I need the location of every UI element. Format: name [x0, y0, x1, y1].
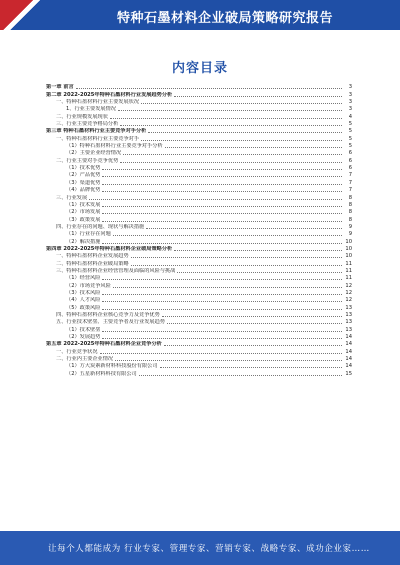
- toc-leader-dots: [177, 272, 342, 273]
- toc-leader-dots: [146, 228, 342, 229]
- toc-entry-title: 三、特种石墨材料企业经营管理及面临的风险与挑战: [56, 267, 176, 274]
- toc-entry-page: 11: [345, 275, 352, 282]
- toc-entry[interactable]: [46, 289, 352, 296]
- toc-leader-dots: [120, 125, 342, 126]
- toc-entry-page: 3: [348, 106, 352, 113]
- toc-entry[interactable]: [46, 193, 352, 200]
- toc-leader-dots: [102, 213, 342, 214]
- toc-entry[interactable]: [46, 105, 352, 112]
- toc-entry-page: 3: [348, 99, 352, 106]
- toc-leader-dots: [113, 287, 342, 288]
- toc-entry-title: 三、行业主要竞争格局分析: [56, 121, 119, 128]
- toc-entry-page: 14: [345, 348, 352, 355]
- toc-entry[interactable]: [46, 215, 352, 222]
- toc-entry[interactable]: [46, 318, 352, 325]
- toc-entry[interactable]: [46, 252, 352, 259]
- toc-entry-title: （4）人才风险: [66, 297, 101, 304]
- toc-entry[interactable]: [46, 237, 352, 244]
- footer-slogan: 让每个人都能成为 行业专家、管理专家、营销专家、战略专家、成功企业家……: [48, 544, 370, 554]
- toc-entry[interactable]: [46, 142, 352, 149]
- toc-entry-title: （3）技术风险: [66, 289, 101, 296]
- toc-entry[interactable]: [46, 355, 352, 362]
- toc-entry-page: 10: [345, 245, 352, 252]
- toc-entry-title: （1）特种石墨材料行业主要竞争对手分析: [66, 143, 163, 150]
- toc-entry[interactable]: [46, 245, 352, 252]
- toc-entry[interactable]: [46, 223, 352, 230]
- table-of-contents: [46, 83, 352, 377]
- toc-entry-title: （1）方大炭素新材料科技股份有限公司: [66, 363, 158, 370]
- toc-leader-dots: [102, 176, 342, 177]
- toc-entry-title: 三、行业发展: [56, 194, 88, 201]
- toc-entry-page: 5: [348, 128, 352, 135]
- toc-entry-page: 11: [345, 260, 352, 267]
- toc-entry-page: 10: [345, 238, 352, 245]
- toc-entry-title: 四、行业存在的问题、现状与解决措施: [56, 223, 145, 230]
- toc-entry-page: 6: [348, 165, 352, 172]
- toc-entry-page: 9: [348, 231, 352, 238]
- toc-entry[interactable]: [46, 83, 352, 90]
- toc-entry-title: （1）技术壁垒: [66, 326, 101, 333]
- toc-entry-title: 二、行业主要对手竞争优势: [56, 157, 119, 164]
- toc-leader-dots: [102, 279, 342, 280]
- toc-entry-title: 第四章 2022-2025年特种石墨材料企业破局策略分析: [46, 245, 173, 252]
- toc-entry-page: 13: [345, 326, 352, 333]
- toc-leader-dots: [102, 301, 342, 302]
- toc-entry-page: 7: [348, 179, 352, 186]
- toc-entry-title: （1）技术优势: [66, 165, 101, 172]
- toc-leader-dots: [100, 353, 342, 354]
- toc-entry-title: （3）政策发展: [66, 216, 101, 223]
- toc-entry-title: （1）行业存在问题: [66, 231, 111, 238]
- report-title: 特种石墨材料企业破局策略研究报告: [116, 11, 333, 26]
- toc-entry-title: （2）发展趋势: [66, 334, 101, 341]
- toc-entry-title: 二、特种石墨材料企业破局策略: [56, 260, 129, 267]
- toc-leader-dots: [148, 132, 342, 133]
- toc-leader-dots: [131, 257, 342, 258]
- toc-leader-dots: [102, 309, 342, 310]
- toc-entry-page: 14: [345, 341, 352, 348]
- toc-entry-title: 第三章 特种石墨材料行业主要竞争对手分析: [46, 128, 147, 135]
- toc-entry-page: 4: [348, 113, 352, 120]
- toc-entry[interactable]: [46, 267, 352, 274]
- toc-entry-page: 8: [348, 194, 352, 201]
- toc-entry-page: 8: [348, 216, 352, 223]
- toc-entry[interactable]: [46, 171, 352, 178]
- toc-entry[interactable]: [46, 120, 352, 127]
- toc-entry-title: （2）解决措施: [66, 238, 101, 245]
- toc-entry-page: 10: [345, 253, 352, 260]
- toc-leader-dots: [174, 96, 342, 97]
- toc-leader-dots: [76, 88, 342, 89]
- toc-entry-title: （4）品牌优势: [66, 187, 101, 194]
- toc-leader-dots: [102, 331, 342, 332]
- toc-leader-dots: [102, 169, 342, 170]
- toc-entry-page: 11: [345, 267, 352, 274]
- toc-leader-dots: [115, 360, 342, 361]
- toc-entry[interactable]: [46, 259, 352, 266]
- toc-leader-dots: [162, 316, 342, 317]
- toc-entry-page: 13: [345, 304, 352, 311]
- toc-entry[interactable]: [46, 149, 352, 156]
- toc-entry-title: （2）市场发展: [66, 209, 101, 216]
- toc-entry[interactable]: [46, 208, 352, 215]
- toc-entry[interactable]: [46, 362, 352, 369]
- toc-leader-dots: [102, 243, 342, 244]
- toc-entry-title: （2）市场竞争风险: [66, 282, 111, 289]
- toc-entry-title: 二、行业规模发展现状: [56, 113, 108, 120]
- toc-entry-page: 8: [348, 201, 352, 208]
- toc-entry-page: 5: [348, 143, 352, 150]
- toc-entry-page: 8: [348, 209, 352, 216]
- toc-heading: 内容目录: [171, 61, 228, 76]
- toc-entry-page: 6: [348, 157, 352, 164]
- toc-leader-dots: [174, 250, 342, 251]
- toc-entry-title: 第五章 2022-2025年特种石墨材料企业竞争分析: [46, 341, 162, 348]
- toc-leader-dots: [110, 118, 342, 119]
- toc-leader-dots: [123, 154, 342, 155]
- toc-leader-dots: [89, 199, 342, 200]
- toc-entry-title: 一、特种石墨材料行业主要发展状况: [56, 99, 140, 106]
- toc-entry[interactable]: [46, 178, 352, 185]
- toc-entry[interactable]: [46, 201, 352, 208]
- toc-entry-page: 13: [345, 312, 352, 318]
- toc-leader-dots: [102, 184, 342, 185]
- toc-entry-page: 5: [348, 135, 352, 142]
- toc-entry-title: （5）政策风险: [66, 304, 101, 311]
- toc-leader-dots: [102, 191, 342, 192]
- toc-entry[interactable]: [46, 347, 352, 354]
- toc-entry-page: 14: [345, 334, 352, 341]
- toc-leader-dots: [118, 110, 342, 111]
- toc-entry[interactable]: [46, 90, 352, 97]
- toc-entry[interactable]: [46, 230, 352, 237]
- toc-entry[interactable]: [46, 134, 352, 141]
- toc-leader-dots: [113, 235, 342, 236]
- toc-entry-page: 15: [345, 370, 352, 377]
- toc-entry-page: 3: [348, 84, 352, 91]
- toc-entry-page: 12: [345, 297, 352, 304]
- toc-entry-title: 五、行业技术壁垒、主要竞争者及行业发展趋势: [56, 319, 165, 326]
- toc-entry[interactable]: [46, 164, 352, 171]
- toc-entry[interactable]: [46, 281, 352, 288]
- toc-entry-page: 6: [348, 150, 352, 157]
- toc-entry-page: 5: [348, 121, 352, 128]
- toc-entry-title: 四、特种石墨材料企业核心竞争力及竞争优势: [56, 312, 160, 318]
- toc-entry-page: 3: [348, 91, 352, 98]
- toc-entry[interactable]: [46, 296, 352, 303]
- toc-entry[interactable]: [46, 274, 352, 281]
- toc-leader-dots: [120, 162, 342, 163]
- toc-leader-dots: [167, 323, 342, 324]
- toc-entry-title: 二、行业内主要企业情况: [56, 356, 114, 363]
- toc-entry[interactable]: [46, 325, 352, 332]
- toc-entry-title: （1）技术发展: [66, 201, 101, 208]
- toc-leader-dots: [102, 338, 342, 339]
- report-header: [0, 0, 400, 30]
- toc-entry-title: （3）渠道优势: [66, 179, 101, 186]
- toc-entry-page: 7: [348, 172, 352, 179]
- toc-entry-title: （2）主要企业经营情况: [66, 150, 122, 157]
- toc-entry-page: 9: [348, 223, 352, 230]
- toc-entry[interactable]: [46, 333, 352, 340]
- toc-entry[interactable]: [46, 186, 352, 193]
- toc-entry-page: 12: [345, 289, 352, 296]
- toc-leader-dots: [160, 367, 343, 368]
- toc-leader-dots: [141, 140, 342, 141]
- toc-entry[interactable]: [46, 340, 352, 347]
- toc-entry-page: 12: [345, 282, 352, 289]
- toc-entry-title: 第二章 2022-2025年特种石墨材料行业发展趋势分析: [46, 91, 173, 98]
- toc-entry-page: 13: [345, 319, 352, 326]
- toc-entry-title: 一、行业竞争状况: [56, 348, 98, 355]
- toc-leader-dots: [102, 221, 342, 222]
- toc-entry-title: 1、行业主要发展情况: [66, 106, 116, 113]
- header-accent-stripe: [0, 0, 58, 30]
- toc-leader-dots: [102, 206, 342, 207]
- toc-entry[interactable]: [46, 127, 352, 134]
- toc-entry-page: 14: [345, 363, 352, 370]
- toc-leader-dots: [164, 345, 342, 346]
- toc-entry-title: 一、特种石墨材料企业发展趋势: [56, 253, 129, 260]
- toc-entry-title: 一、特种石墨材料行业主要竞争对手: [56, 135, 140, 142]
- toc-entry[interactable]: [46, 112, 352, 119]
- toc-entry-title: 第一章 前言: [46, 84, 74, 91]
- toc-entry-title: （2）产品优势: [66, 172, 101, 179]
- toc-leader-dots: [165, 147, 342, 148]
- toc-entry-page: 7: [348, 187, 352, 194]
- toc-entry[interactable]: [46, 303, 352, 310]
- report-footer: [0, 531, 400, 565]
- toc-entry[interactable]: [46, 369, 352, 376]
- toc-entry[interactable]: [46, 311, 352, 318]
- toc-entry-page: 14: [345, 356, 352, 363]
- toc-leader-dots: [139, 375, 342, 376]
- toc-leader-dots: [141, 103, 342, 104]
- toc-entry[interactable]: [46, 156, 352, 163]
- toc-entry[interactable]: [46, 98, 352, 105]
- toc-entry-title: （2）五星新材料科技有限公司: [66, 370, 137, 377]
- toc-leader-dots: [102, 294, 342, 295]
- toc-entry-title: （1）经营风险: [66, 275, 101, 282]
- toc-leader-dots: [131, 265, 342, 266]
